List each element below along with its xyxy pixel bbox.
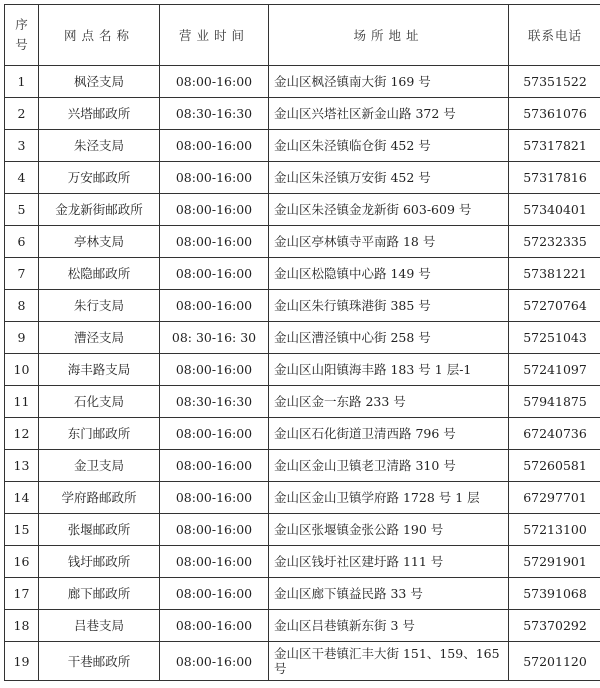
post-office-table: [4, 4, 600, 681]
business-hours-cell: 08:00-16:00: [160, 642, 269, 681]
table-row: [5, 322, 600, 354]
table-row: [5, 162, 600, 194]
branch-address-cell: 金山区朱泾镇金龙新街 603-609 号: [269, 194, 509, 226]
branch-name-cell: 漕泾支局: [39, 322, 160, 354]
business-hours-cell: 08:00-16:00: [160, 354, 269, 386]
branch-address-cell: 金山区廊下镇益民路 33 号: [269, 578, 509, 610]
contact-phone-cell: 57317821: [509, 130, 600, 162]
row-number-cell: 4: [5, 162, 39, 194]
row-number-cell: 2: [5, 98, 39, 130]
branch-name-cell: 廊下邮政所: [39, 578, 160, 610]
contact-phone-cell: 57260581: [509, 450, 600, 482]
table-row: [5, 514, 600, 546]
business-hours-cell: 08:00-16:00: [160, 578, 269, 610]
branch-address-cell: 金山区漕泾镇中心街 258 号: [269, 322, 509, 354]
table-row: [5, 98, 600, 130]
branch-address-cell: 金山区金山卫镇学府路 1728 号 1 层: [269, 482, 509, 514]
contact-phone-cell: 67240736: [509, 418, 600, 450]
branch-name-cell: 万安邮政所: [39, 162, 160, 194]
row-number-cell: 8: [5, 290, 39, 322]
header-number: [5, 5, 39, 66]
business-hours-cell: 08:00-16:00: [160, 450, 269, 482]
table-header-row: [5, 5, 600, 66]
branch-address-cell: 金山区金一东路 233 号: [269, 386, 509, 418]
row-number-cell: 14: [5, 482, 39, 514]
branch-address-cell: 金山区石化街道卫清西路 796 号: [269, 418, 509, 450]
branch-address-cell: 金山区松隐镇中心路 149 号: [269, 258, 509, 290]
table-row: [5, 194, 600, 226]
contact-phone-cell: 57361076: [509, 98, 600, 130]
branch-address-cell: 金山区山阳镇海丰路 183 号 1 层-1: [269, 354, 509, 386]
contact-phone-cell: 57201120: [509, 642, 600, 681]
row-number-cell: 11: [5, 386, 39, 418]
row-number-cell: 19: [5, 642, 39, 681]
contact-phone-cell: 57213100: [509, 514, 600, 546]
table-row: [5, 546, 600, 578]
row-number-cell: 7: [5, 258, 39, 290]
branch-name-cell: 朱行支局: [39, 290, 160, 322]
row-number-cell: 15: [5, 514, 39, 546]
row-number-cell: 18: [5, 610, 39, 642]
business-hours-cell: 08:30-16:30: [160, 98, 269, 130]
business-hours-cell: 08:30-16:30: [160, 386, 269, 418]
table-row: [5, 354, 600, 386]
row-number-cell: 6: [5, 226, 39, 258]
branch-name-cell: 亭林支局: [39, 226, 160, 258]
branch-address-cell: 金山区亭林镇寺平南路 18 号: [269, 226, 509, 258]
table-body: [5, 66, 600, 681]
row-number-cell: 10: [5, 354, 39, 386]
contact-phone-cell: 57941875: [509, 386, 600, 418]
branch-name-cell: 朱泾支局: [39, 130, 160, 162]
branch-name-cell: 金卫支局: [39, 450, 160, 482]
business-hours-cell: 08:00-16:00: [160, 482, 269, 514]
table-row: [5, 418, 600, 450]
contact-phone-cell: 57391068: [509, 578, 600, 610]
table-row: [5, 290, 600, 322]
header-phone: 联系电话: [509, 5, 600, 66]
contact-phone-cell: 57351522: [509, 66, 600, 98]
row-number-cell: 16: [5, 546, 39, 578]
branch-address-cell: 金山区张堰镇金张公路 190 号: [269, 514, 509, 546]
business-hours-cell: 08:00-16:00: [160, 418, 269, 450]
branch-name-cell: 枫泾支局: [39, 66, 160, 98]
business-hours-cell: 08:00-16:00: [160, 290, 269, 322]
header-number-line1: 序: [15, 17, 28, 32]
post-office-table-container: [4, 4, 596, 681]
branch-address-cell: 金山区干巷镇汇丰大街 151、159、165 号: [269, 642, 509, 681]
branch-name-cell: 金龙新街邮政所: [39, 194, 160, 226]
branch-name-cell: 兴塔邮政所: [39, 98, 160, 130]
branch-address-cell: 金山区朱行镇珠港街 385 号: [269, 290, 509, 322]
header-name: 网点名称: [39, 5, 160, 66]
branch-name-cell: 学府路邮政所: [39, 482, 160, 514]
contact-phone-cell: 67297701: [509, 482, 600, 514]
row-number-cell: 12: [5, 418, 39, 450]
contact-phone-cell: 57381221: [509, 258, 600, 290]
contact-phone-cell: 57232335: [509, 226, 600, 258]
business-hours-cell: 08:00-16:00: [160, 226, 269, 258]
contact-phone-cell: 57291901: [509, 546, 600, 578]
business-hours-cell: 08:00-16:00: [160, 546, 269, 578]
business-hours-cell: 08:00-16:00: [160, 66, 269, 98]
branch-address-cell: 金山区金山卫镇老卫清路 310 号: [269, 450, 509, 482]
row-number-cell: 5: [5, 194, 39, 226]
business-hours-cell: 08: 30-16: 30: [160, 322, 269, 354]
business-hours-cell: 08:00-16:00: [160, 258, 269, 290]
header-address: 场所地址: [269, 5, 509, 66]
table-row: [5, 610, 600, 642]
business-hours-cell: 08:00-16:00: [160, 162, 269, 194]
table-row: [5, 258, 600, 290]
row-number-cell: 13: [5, 450, 39, 482]
business-hours-cell: 08:00-16:00: [160, 514, 269, 546]
table-row: [5, 66, 600, 98]
business-hours-cell: 08:00-16:00: [160, 194, 269, 226]
row-number-cell: 1: [5, 66, 39, 98]
branch-name-cell: 钱圩邮政所: [39, 546, 160, 578]
contact-phone-cell: 57251043: [509, 322, 600, 354]
contact-phone-cell: 57340401: [509, 194, 600, 226]
branch-name-cell: 松隐邮政所: [39, 258, 160, 290]
table-row: [5, 642, 600, 681]
branch-address-cell: 金山区钱圩社区建圩路 111 号: [269, 546, 509, 578]
header-hours: 营业时间: [160, 5, 269, 66]
business-hours-cell: 08:00-16:00: [160, 610, 269, 642]
row-number-cell: 9: [5, 322, 39, 354]
table-row: [5, 578, 600, 610]
table-row: [5, 386, 600, 418]
table-row: [5, 482, 600, 514]
branch-address-cell: 金山区朱泾镇临仓街 452 号: [269, 130, 509, 162]
branch-address-cell: 金山区兴塔社区新金山路 372 号: [269, 98, 509, 130]
header-number-line2: 号: [15, 37, 28, 52]
business-hours-cell: 08:00-16:00: [160, 130, 269, 162]
branch-name-cell: 干巷邮政所: [39, 642, 160, 681]
table-row: [5, 130, 600, 162]
branch-address-cell: 金山区吕巷镇新东街 3 号: [269, 610, 509, 642]
contact-phone-cell: 57317816: [509, 162, 600, 194]
branch-address-cell: 金山区枫泾镇南大街 169 号: [269, 66, 509, 98]
contact-phone-cell: 57241097: [509, 354, 600, 386]
table-row: [5, 226, 600, 258]
contact-phone-cell: 57270764: [509, 290, 600, 322]
row-number-cell: 17: [5, 578, 39, 610]
table-row: [5, 450, 600, 482]
row-number-cell: 3: [5, 130, 39, 162]
branch-name-cell: 石化支局: [39, 386, 160, 418]
branch-name-cell: 东门邮政所: [39, 418, 160, 450]
branch-name-cell: 吕巷支局: [39, 610, 160, 642]
branch-address-cell: 金山区朱泾镇万安街 452 号: [269, 162, 509, 194]
contact-phone-cell: 57370292: [509, 610, 600, 642]
branch-name-cell: 张堰邮政所: [39, 514, 160, 546]
branch-name-cell: 海丰路支局: [39, 354, 160, 386]
